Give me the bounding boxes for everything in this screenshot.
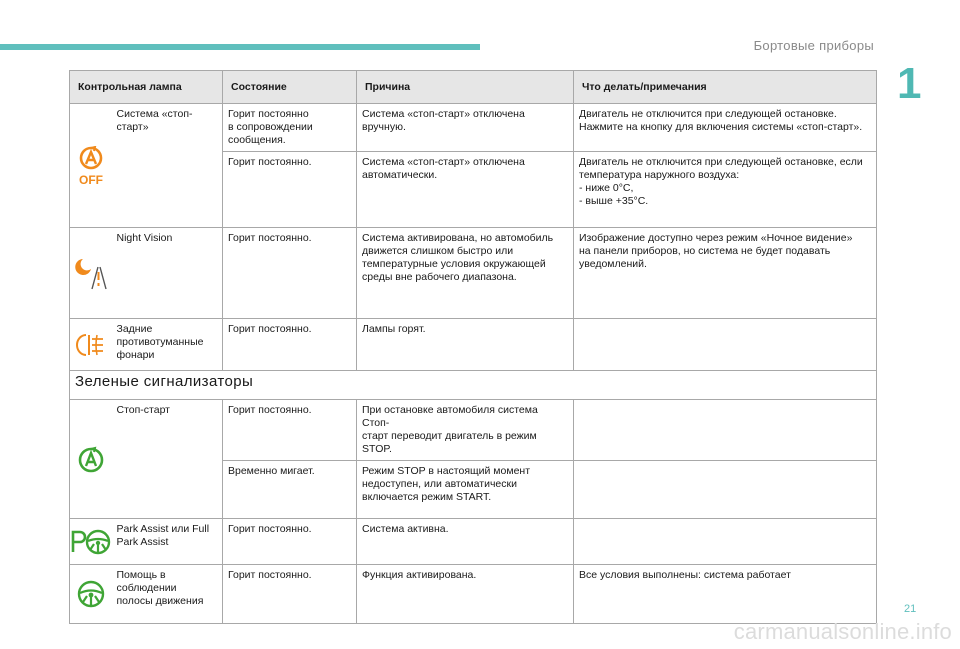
lamp-action: Все условия выполнены: система работает (574, 565, 877, 624)
lamp-action (574, 519, 877, 565)
top-accent-bar (0, 44, 480, 50)
lamp-action (574, 319, 877, 371)
lamp-cause: Лампы горят. (357, 319, 574, 371)
night-vision-icon-cell (70, 228, 112, 319)
rear-fog-light-icon (76, 332, 106, 358)
svg-text:OFF: OFF (78, 172, 103, 186)
lamp-action (574, 461, 877, 519)
lamp-cause: Система «стоп-старт» отключена автоматически. (357, 152, 574, 228)
stop-start-icon (76, 444, 106, 474)
table-row (70, 228, 877, 319)
lamp-name: Park Assist или Full Park Assist (112, 519, 223, 565)
lamp-state: Горит постоянно. (223, 319, 357, 371)
lamp-state: Горит постоянно. (223, 152, 357, 228)
rear-fog-icon-cell (70, 319, 112, 371)
section-row (70, 371, 877, 400)
lamp-name: Night Vision (112, 228, 223, 319)
col-header-cause: Причина (357, 71, 574, 104)
lamp-state: Горит постоянно. (223, 519, 357, 565)
table-row (70, 104, 877, 152)
col-header-action: Что делать/примечания (574, 71, 877, 104)
lane-keeping-icon-cell (70, 565, 112, 624)
park-assist-icon (71, 528, 111, 556)
lamp-name: Помощь в соблюдении полосы движения (112, 565, 223, 624)
night-vision-icon (74, 255, 108, 291)
lamp-state: Горит постоянно в сопровождении сообщения. (223, 104, 357, 152)
lamp-state: Горит постоянно. (223, 228, 357, 319)
table-row (70, 319, 877, 371)
table-row (70, 400, 877, 461)
lamp-name: Задние противотуманные фонари (112, 319, 223, 371)
lamp-cause: При остановке автомобиля система Стоп- старт переводит двигатель в режим STOP. (357, 400, 574, 461)
park-assist-icon-cell (70, 519, 112, 565)
lamp-state: Временно мигает. (223, 461, 357, 519)
table-row (70, 565, 877, 624)
stop-start-off-icon-cell (70, 104, 112, 228)
lamp-cause: Система активирована, но автомобиль движется слишком быстро или температурные условия окружающей среды вне рабочего диапазона. (357, 228, 574, 319)
header-title: Бортовые приборы (753, 38, 874, 53)
chapter-number: 1 (897, 59, 922, 108)
lamp-cause: Функция активирована. (357, 565, 574, 624)
lamp-name: Система «стоп-старт» (112, 104, 223, 228)
lamp-state: Горит постоянно. (223, 400, 357, 461)
lamp-action: Изображение доступно через режим «Ночное видение» на панели приборов, но система не будет подавать уведомлений. (574, 228, 877, 319)
lamp-cause: Система «стоп-старт» отключена вручную. (357, 104, 574, 152)
lamp-state: Горит постоянно. (223, 565, 357, 624)
table-row (70, 519, 877, 565)
lamp-action: Двигатель не отключится при следующей остановке, если температура наружного воздуха: - ниже 0°C, - выше +35°C. (574, 152, 877, 228)
stop-start-icon-cell (70, 400, 112, 519)
col-header-lamp: Контрольная лампа (70, 71, 223, 104)
lamp-cause: Система активна. (357, 519, 574, 565)
lamp-name: Стоп-старт (112, 400, 223, 519)
page-number: 21 (904, 603, 917, 615)
table-header-row (70, 71, 877, 104)
lamp-action (574, 400, 877, 461)
lane-keeping-icon (76, 579, 106, 609)
col-header-state: Состояние (223, 71, 357, 104)
section-title: Зеленые сигнализаторы (70, 371, 877, 400)
watermark-text: carmanualsonline.info (733, 619, 952, 644)
stop-start-off-icon (74, 146, 108, 186)
lamp-cause: Режим STOP в настоящий момент недоступен, или автоматически включается режим START. (357, 461, 574, 519)
lamp-action: Двигатель не отключится при следующей остановке. Нажмите на кнопку для включения системы «стоп-старт». (574, 104, 877, 152)
warning-lamps-table (69, 70, 877, 624)
